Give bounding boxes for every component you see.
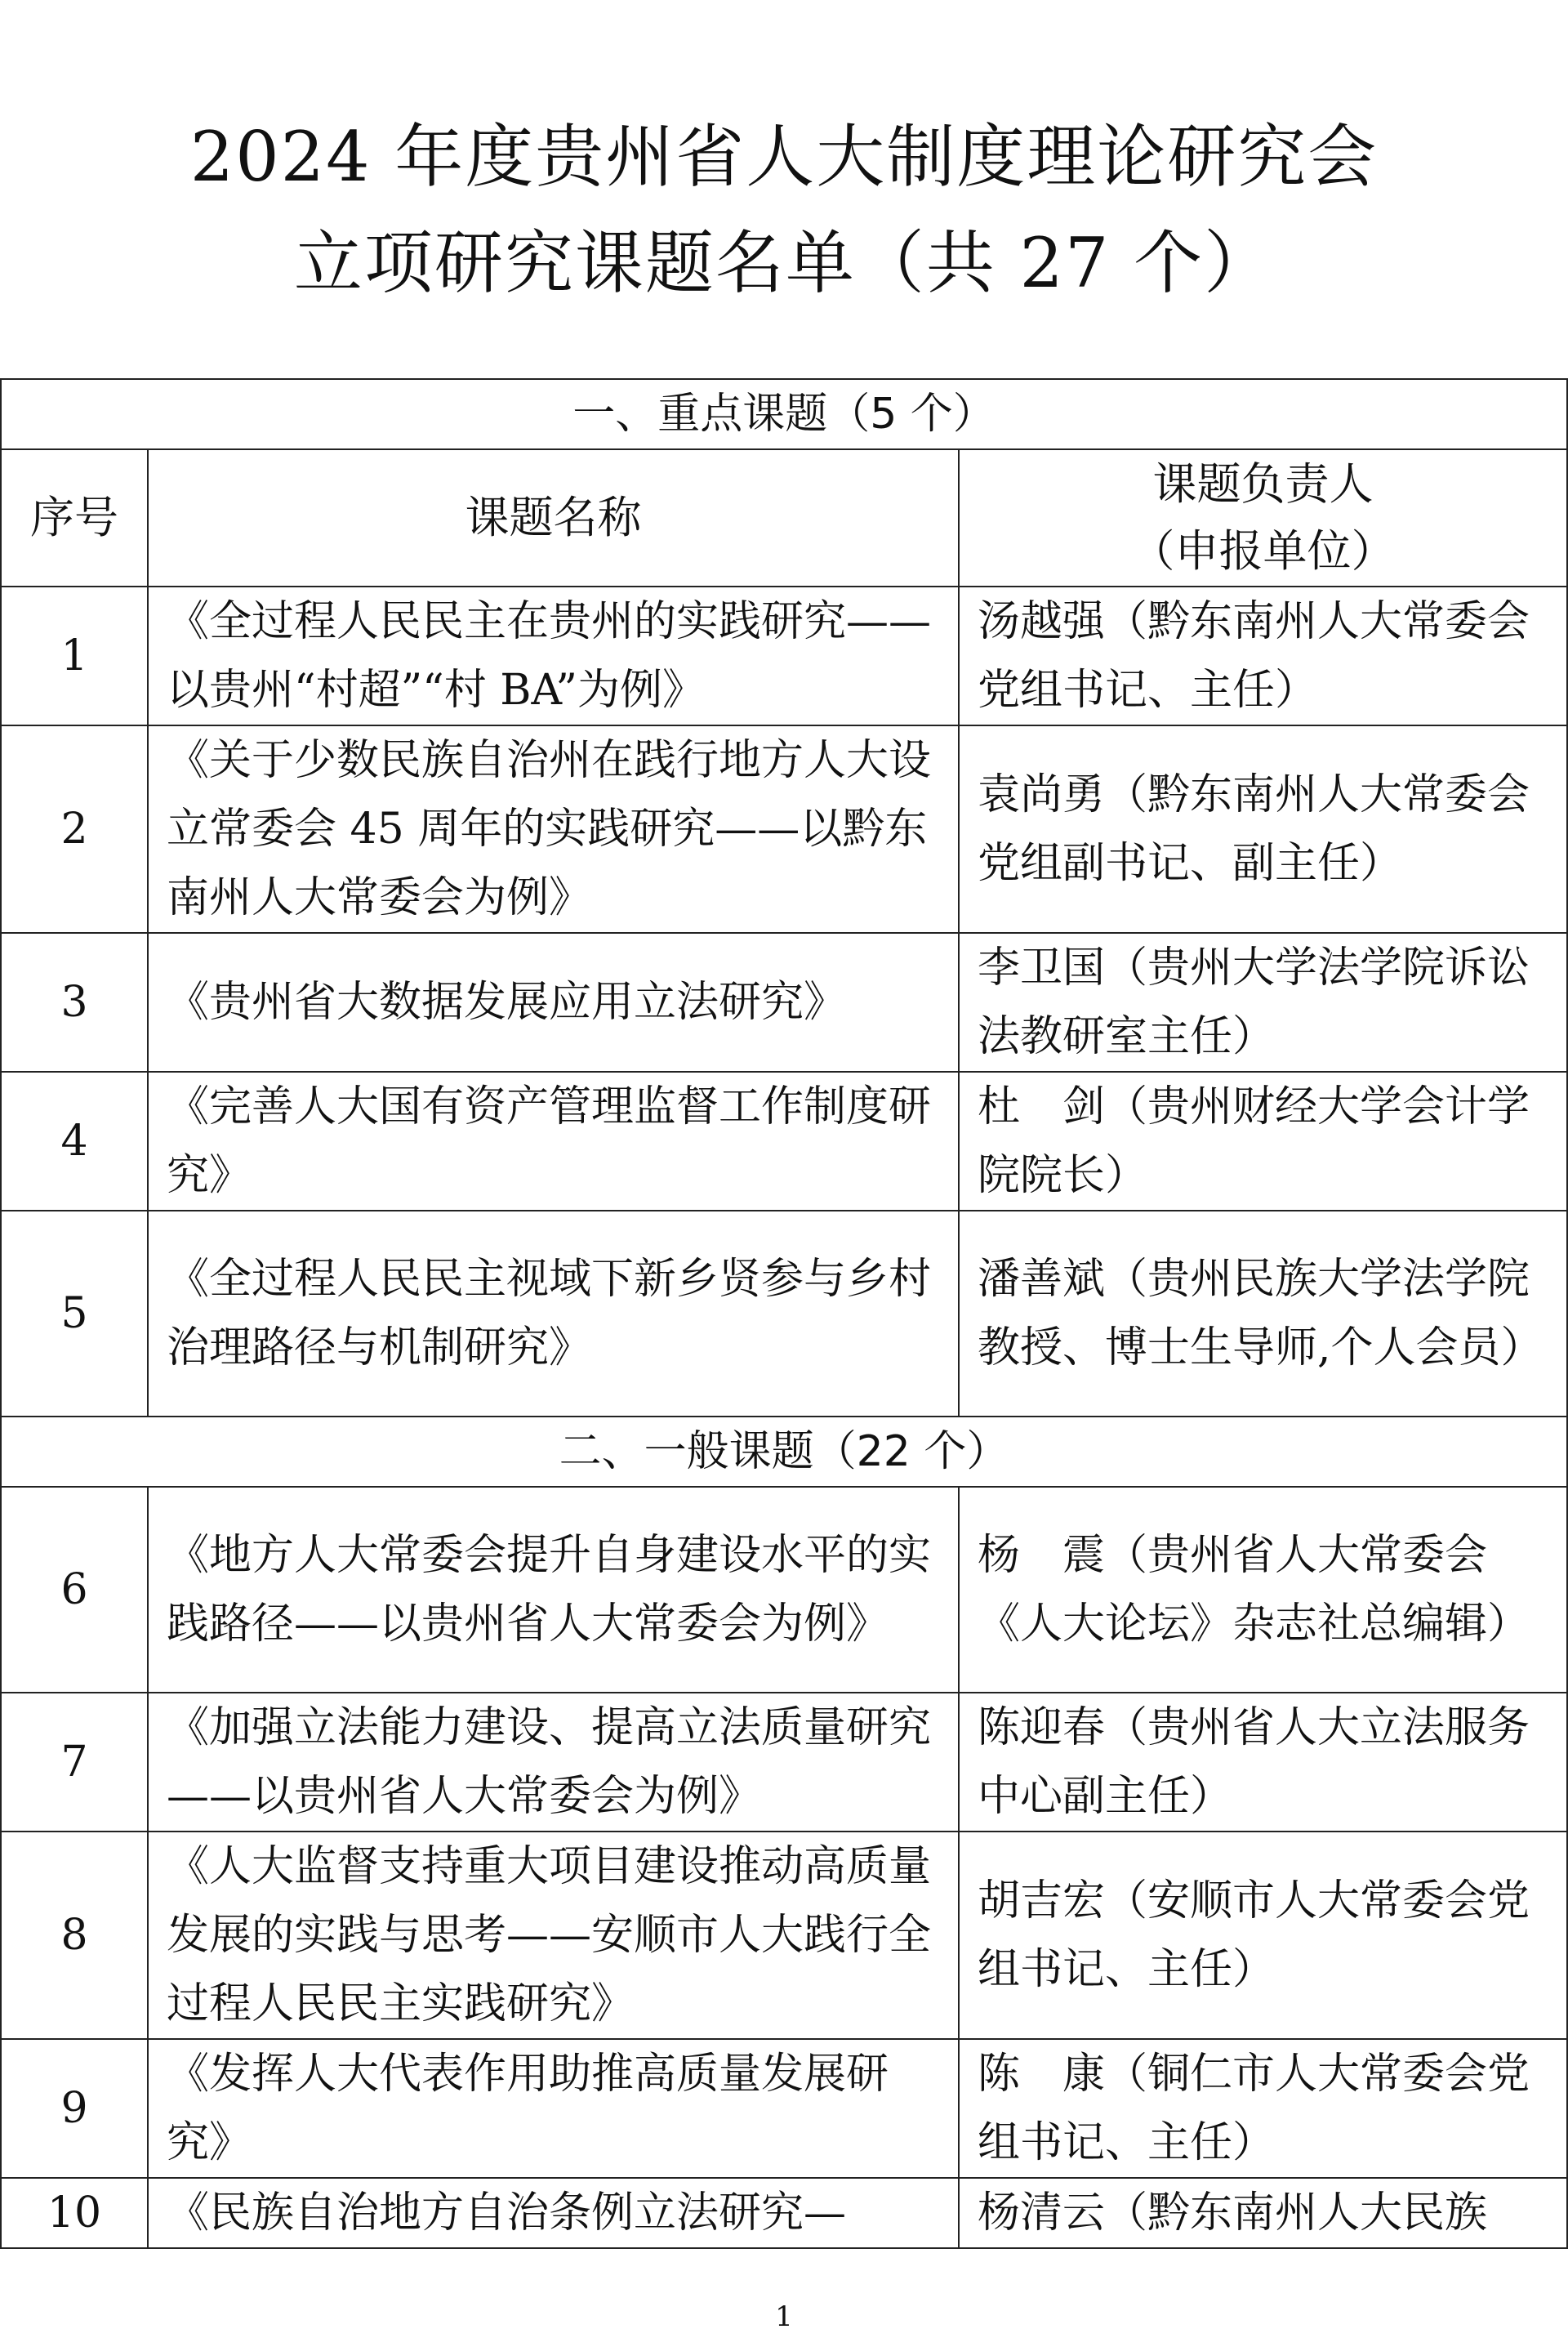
row-topic: 《全过程人民民主视域下新乡贤参与乡村治理路径与机制研究》 [148,1211,959,1417]
table-row [1,1832,1567,2039]
row-num: 8 [1,1832,148,2039]
row-leader: 陈迎春（贵州省人大立法服务中心副主任） [959,1693,1567,1832]
row-num: 10 [1,2178,148,2248]
header-leader [959,449,1567,587]
row-topic: 《贵州省大数据发展应用立法研究》 [148,933,959,1072]
row-num: 9 [1,2039,148,2178]
row-topic: 《关于少数民族自治州在践行地方人大设立常委会 45 周年的实践研究——以黔东南州人大常委会为例》 [148,725,959,933]
row-leader: 陈 康（铜仁市人大常委会党组书记、主任） [959,2039,1567,2178]
row-topic: 《人大监督支持重大项目建设推动高质量发展的实践与思考——安顺市人大践行全过程人民民主实践研究》 [148,1832,959,2039]
row-topic: 《地方人大常委会提升自身建设水平的实践路径——以贵州省人大常委会为例》 [148,1487,959,1693]
table-row [1,587,1567,725]
row-leader: 胡吉宏（安顺市人大常委会党组书记、主任） [959,1832,1567,2039]
table-row [1,1211,1567,1417]
topic-table [0,378,1568,2249]
header-leader-line-1: 课题负责人 [1152,458,1374,510]
row-topic: 《发挥人大代表作用助推高质量发展研究》 [148,2039,959,2178]
header-leader-line-2: （申报单位） [1130,525,1396,577]
table-row [1,933,1567,1072]
row-leader: 杨 震（贵州省人大常委会《人大论坛》杂志社总编辑） [959,1487,1567,1693]
row-num: 5 [1,1211,148,1417]
table-row [1,1072,1567,1211]
row-leader: 潘善斌（贵州民族大学法学院教授、博士生导师,个人会员） [959,1211,1567,1417]
section-general-topics: 二、一般课题（22 个） [1,1417,1567,1487]
table-row [1,1693,1567,1832]
section-key-topics: 一、重点课题（5 个） [1,379,1567,449]
row-num: 6 [1,1487,148,1693]
table-row [1,1487,1567,1693]
row-num: 1 [1,587,148,725]
row-num: 2 [1,725,148,933]
table-row [1,2039,1567,2178]
header-topic: 课题名称 [148,449,959,587]
row-leader: 杜 剑（贵州财经大学会计学院院长） [959,1072,1567,1211]
table-row [1,2178,1567,2248]
row-topic: 《全过程人民民主在贵州的实践研究——以贵州“村超”“村 BA”为例》 [148,587,959,725]
row-leader: 杨清云（黔东南州人大民族 [959,2178,1567,2248]
table-row [1,725,1567,933]
row-num: 3 [1,933,148,1072]
row-num: 4 [1,1072,148,1211]
row-num: 7 [1,1693,148,1832]
page-title-line-1: 2024 年度贵州省人大制度理论研究会 [189,117,1379,197]
row-topic: 《完善人大国有资产管理监督工作制度研究》 [148,1072,959,1211]
header-num: 序号 [1,449,148,587]
row-leader: 汤越强（黔东南州人大常委会党组书记、主任） [959,587,1567,725]
row-leader: 李卫国（贵州大学法学院诉讼法教研室主任） [959,933,1567,1072]
row-topic: 《加强立法能力建设、提高立法质量研究——以贵州省人大常委会为例》 [148,1693,959,1832]
page-title-line-2: 立项研究课题名单（共 27 个） [293,223,1275,303]
row-topic: 《民族自治地方自治条例立法研究— [148,2178,959,2248]
page-number: 1 [775,2300,793,2333]
row-leader: 袁尚勇（黔东南州人大常委会党组副书记、副主任） [959,725,1567,933]
